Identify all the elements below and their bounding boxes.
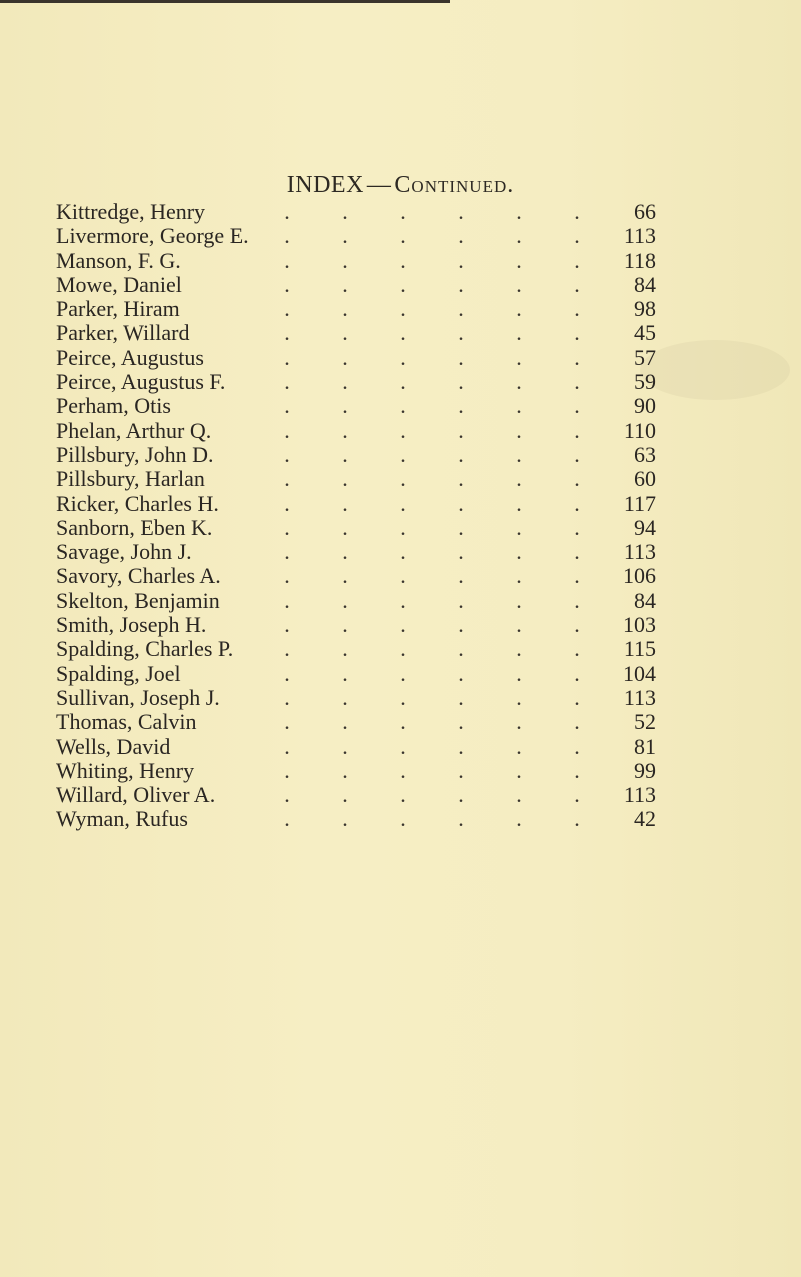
index-entry: [56, 394, 656, 418]
heading-dash: —: [366, 172, 392, 198]
dot-leaders: . . . . . .: [284, 587, 580, 613]
index-entry: [56, 710, 656, 734]
dot-leaders: . . . . . .: [284, 441, 580, 467]
entry-name: Thomas, Calvin: [56, 709, 197, 735]
dot-leaders: . . . . . .: [284, 490, 580, 516]
dot-leaders: . . . . . .: [284, 514, 580, 540]
index-entry: [56, 443, 656, 467]
entry-name: Parker, Hiram: [56, 296, 180, 322]
entry-name: Wells, David: [56, 733, 171, 759]
entry-name: Spalding, Joel: [56, 660, 181, 686]
entry-page-number: 84: [634, 587, 656, 613]
entry-name: Skelton, Benjamin: [56, 587, 220, 613]
index-entry: [56, 200, 656, 224]
entry-name: Mowe, Daniel: [56, 271, 182, 297]
dot-leaders: . . . . . .: [284, 271, 580, 297]
entry-page-number: 106: [623, 563, 656, 589]
dot-leaders: . . . . . .: [284, 417, 580, 443]
dot-leaders: . . . . . .: [284, 660, 580, 686]
dot-leaders: . . . . . .: [284, 296, 580, 322]
entry-name: Ricker, Charles H.: [56, 490, 219, 516]
entry-page-number: 94: [634, 514, 656, 540]
entry-page-number: 81: [634, 733, 656, 759]
index-entry: [56, 540, 656, 564]
dot-leaders: . . . . . .: [284, 733, 580, 759]
entry-page-number: 66: [634, 199, 656, 224]
index-entry: [56, 686, 656, 710]
index-entry: [56, 613, 656, 637]
entry-page-number: 90: [634, 393, 656, 419]
entry-page-number: 60: [634, 466, 656, 492]
index-entry: [56, 589, 656, 613]
entry-name: Willard, Oliver A.: [56, 782, 216, 808]
index-entry: [56, 419, 656, 443]
dot-leaders: . . . . . .: [284, 636, 580, 662]
index-entry: [56, 735, 656, 759]
index-entry: [56, 467, 656, 491]
entry-page-number: 52: [634, 709, 656, 735]
entry-page-number: 113: [623, 782, 656, 808]
entry-page-number: 45: [634, 320, 656, 346]
entry-name: Spalding, Charles P.: [56, 636, 234, 662]
heading-sub: Continued.: [394, 172, 515, 198]
entry-page-number: 59: [634, 369, 656, 395]
dot-leaders: . . . . . .: [284, 757, 580, 783]
dot-leaders: . . . . . .: [284, 806, 580, 832]
heading-main: INDEX: [286, 172, 364, 198]
entry-name: Savage, John J.: [56, 539, 192, 565]
dot-leaders: . . . . . .: [284, 369, 580, 395]
entry-page-number: 99: [634, 757, 656, 783]
entry-name: Kittredge, Henry: [56, 199, 206, 224]
entry-page-number: 113: [623, 223, 656, 249]
dot-leaders: . . . . . .: [284, 563, 580, 589]
page-heading: [0, 172, 801, 199]
entry-name: Pillsbury, Harlan: [56, 466, 205, 492]
index-entry: [56, 662, 656, 686]
entry-page-number: 117: [623, 490, 656, 516]
dot-leaders: . . . . . .: [284, 709, 580, 735]
index-entry: [56, 346, 656, 370]
index-entry: [56, 807, 656, 831]
entry-page-number: 103: [623, 612, 656, 638]
entry-name: Sanborn, Eben K.: [56, 514, 213, 540]
paper-stain: [640, 340, 790, 400]
entry-page-number: 42: [634, 806, 656, 832]
entry-name: Phelan, Arthur Q.: [56, 417, 212, 443]
index-entry: [56, 492, 656, 516]
entry-page-number: 104: [623, 660, 656, 686]
entry-name: Pillsbury, John D.: [56, 441, 214, 467]
entry-page-number: 57: [634, 344, 656, 370]
index-entry: [56, 249, 656, 273]
entry-name: Wyman, Rufus: [56, 806, 188, 832]
entry-page-number: 98: [634, 296, 656, 322]
index-entry: [56, 759, 656, 783]
entry-page-number: 113: [623, 539, 656, 565]
entry-page-number: 115: [623, 636, 656, 662]
dot-leaders: . . . . . .: [284, 223, 580, 249]
dot-leaders: . . . . . .: [284, 782, 580, 808]
dot-leaders: . . . . . .: [284, 344, 580, 370]
dot-leaders: . . . . . .: [284, 320, 580, 346]
entry-name: Perham, Otis: [56, 393, 171, 419]
entry-page-number: 63: [634, 441, 656, 467]
dot-leaders: . . . . . .: [284, 539, 580, 565]
dot-leaders: . . . . . .: [284, 684, 580, 710]
entry-name: Sullivan, Joseph J.: [56, 684, 220, 710]
top-rule-divider: [0, 0, 450, 3]
entry-page-number: 110: [623, 417, 656, 443]
index-entry: [56, 783, 656, 807]
dot-leaders: . . . . . .: [284, 393, 580, 419]
entry-page-number: 118: [623, 247, 656, 273]
index-entry: [56, 273, 656, 297]
dot-leaders: . . . . . .: [284, 612, 580, 638]
index-entry: [56, 370, 656, 394]
index-entry: [56, 224, 656, 248]
entry-page-number: 84: [634, 271, 656, 297]
index-entry: [56, 321, 656, 345]
entry-name: Peirce, Augustus: [56, 344, 204, 370]
index-entry: [56, 297, 656, 321]
entry-name: Smith, Joseph H.: [56, 612, 207, 638]
dot-leaders: . . . . . .: [284, 466, 580, 492]
index-entry-list: [56, 200, 656, 832]
entry-name: Parker, Willard: [56, 320, 190, 346]
entry-name: Manson, F. G.: [56, 247, 181, 273]
dot-leaders: . . . . . .: [284, 199, 580, 224]
dot-leaders: . . . . . .: [284, 247, 580, 273]
entry-name: Savory, Charles A.: [56, 563, 221, 589]
index-entry: [56, 637, 656, 661]
entry-name: Livermore, George E.: [56, 223, 249, 249]
entry-name: Whiting, Henry: [56, 757, 195, 783]
entry-page-number: 113: [623, 684, 656, 710]
entry-name: Peirce, Augustus F.: [56, 369, 226, 395]
index-entry: [56, 564, 656, 588]
index-entry: [56, 516, 656, 540]
